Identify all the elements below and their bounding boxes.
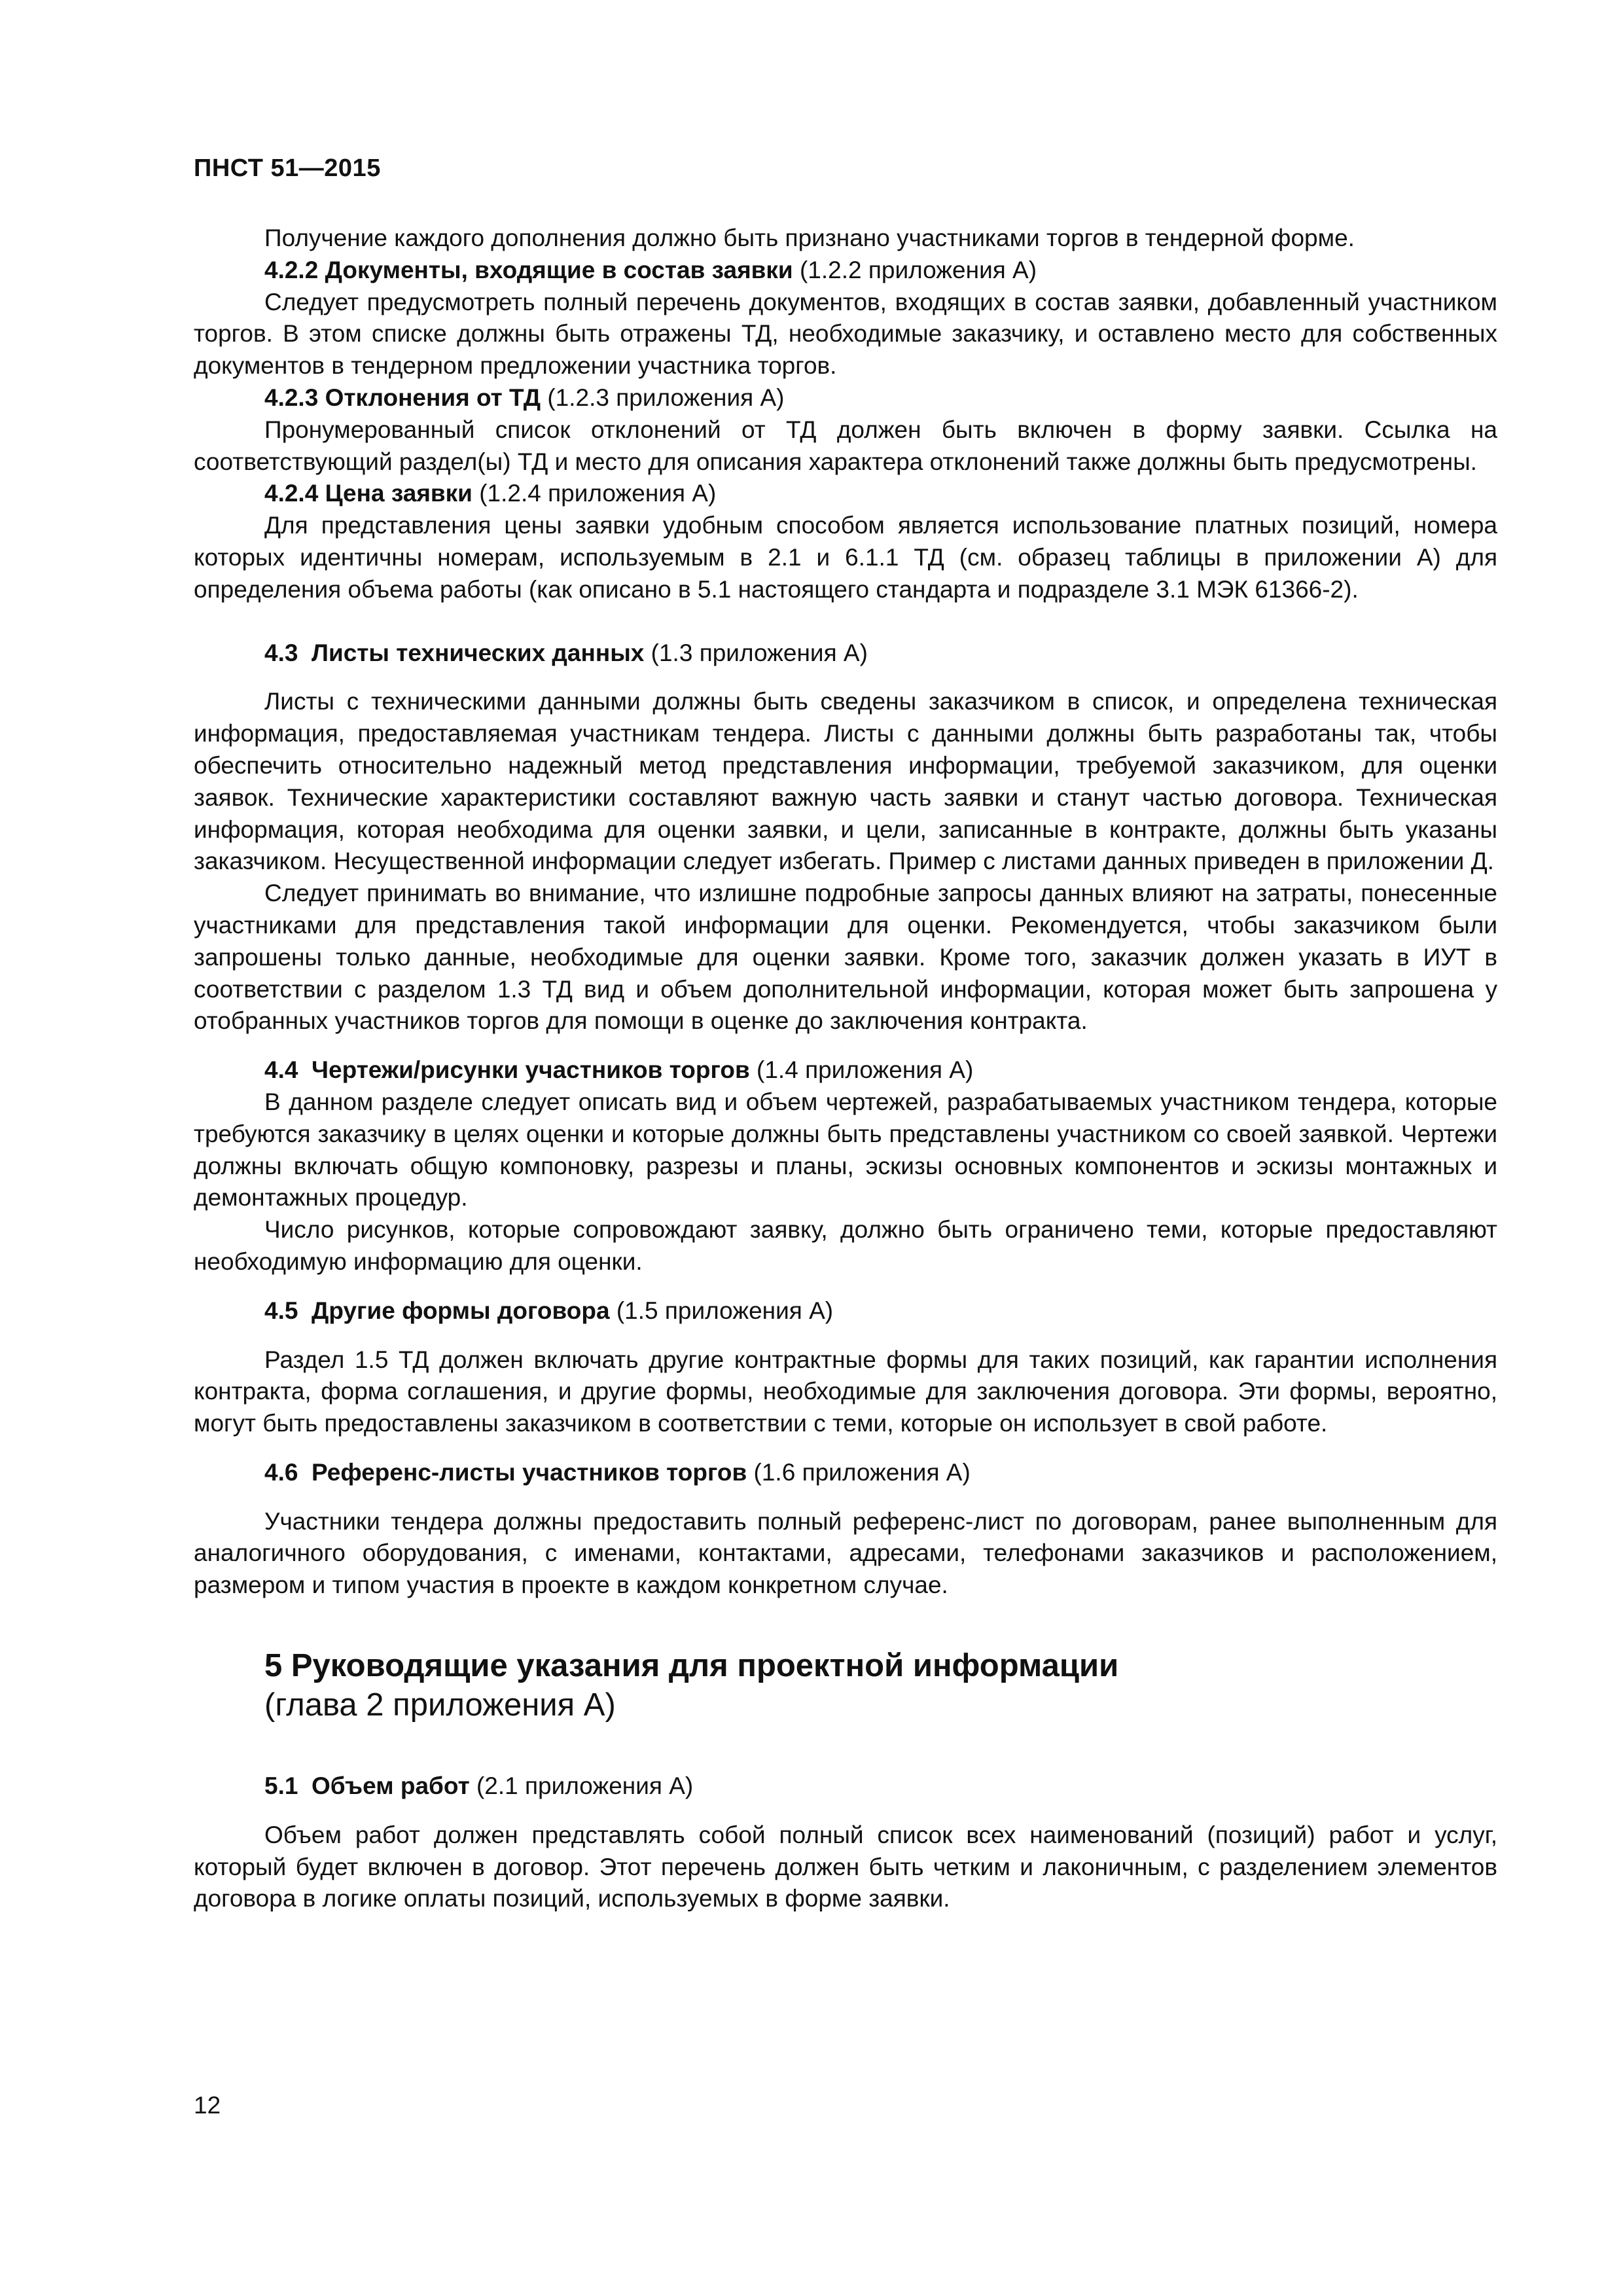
- section-reference: (1.2.3 приложения А): [547, 384, 785, 411]
- section-reference: (1.2.2 приложения А): [799, 256, 1037, 283]
- section-number: 4.6: [264, 1458, 298, 1486]
- section-4-5-text: Раздел 1.5 ТД должен включать другие контрактные формы для таких позиций, как гарантии исполнения контракта, форма соглашения, и другие формы, необходимые для заключения договора. Эти формы, вероятно, могут быть предоставлены заказчиком в соответствии с теми, которые он использует в свой работе.: [194, 1346, 1497, 1437]
- section-reference: (1.3 приложения А): [651, 639, 868, 666]
- section-title: Документы, входящие в состав заявки: [325, 256, 793, 283]
- section-number: 5.1: [264, 1772, 298, 1800]
- section-reference: (1.4 приложения А): [757, 1056, 974, 1084]
- chapter-subtitle: (глава 2 приложения А): [264, 1687, 616, 1723]
- section-4-2-4-text: Для представления цены заявки удобным способом является использование платных позиций, номера которых идентичны номерам, используемым в 2.1 и 6.1.1 ТД (см. образец таблицы в приложении А) для определения объема работы (как описано в 5.1 настоящего стандарта и подразделе 3.1 МЭК 61366-2).: [194, 512, 1497, 603]
- section-4-6-text: Участники тендера должны предоставить полный референс-лист по договорам, ранее выполненным для аналогичного оборудования, с именами, контактами, адресами, телефонами заказчиков и расположением, размером и типом участия в проекте в каждом конкретном случае.: [194, 1507, 1497, 1599]
- paragraph-addenda: Получение каждого дополнения должно быть признано участниками торгов в тендерной форме.: [264, 224, 1355, 251]
- section-title: Листы технических данных: [312, 639, 645, 666]
- section-number: 4.2.3: [264, 384, 319, 411]
- section-number: 4.3: [264, 639, 298, 666]
- chapter-5-heading: [264, 1646, 1497, 1725]
- section-title: Объем работ: [312, 1772, 470, 1800]
- section-5-1-text: Объем работ должен представлять собой полный список всех наименований (позиций) работ и услуг, который будет включен в договор. Этот перечень должен быть четким и лаконичным, с разделением элементов договора в логике оплаты позиций, используемых в форме заявки.: [194, 1821, 1497, 1912]
- section-4-4-heading: [194, 1054, 1497, 1086]
- section-title: Другие формы договора: [312, 1297, 610, 1324]
- section-title: Референс-листы участников торгов: [312, 1458, 747, 1486]
- section-title: Цена заявки: [325, 480, 473, 507]
- section-4-5-heading: [194, 1295, 1497, 1327]
- page-content: [194, 223, 1497, 1915]
- section-4-2-3-text: Пронумерованный список отклонений от ТД должен быть включен в форму заявки. Ссылка на соответствующий раздел(ы) ТД и место для описания характера отклонений также должны быть предусмотрены.: [194, 416, 1497, 475]
- section-4-3-text-2: Следует принимать во внимание, что излишне подробные запросы данных влияют на затраты, понесенные участниками для представления такой информации для оценки. Рекомендуется, чтобы заказчиком были запрошены только данные, необходимые для оценки заявки. Кроме того, заказчик должен указать в ИУТ в соответствии с разделом 1.3 ТД вид и объем дополнительной информации, которая может быть запрошена у отобранных участников торгов для помощи в оценке до заключения контракта.: [194, 880, 1497, 1035]
- section-4-4-text-2: Число рисунков, которые сопровождают заявку, должно быть ограничено теми, которые предоставляют необходимую информацию для оценки.: [194, 1216, 1497, 1275]
- section-number: 4.4: [264, 1056, 298, 1084]
- section-4-2-3-heading: [194, 382, 1497, 414]
- section-reference: (1.5 приложения А): [616, 1297, 834, 1324]
- section-4-2-4-heading: [194, 478, 1497, 510]
- section-reference: (2.1 приложения А): [476, 1772, 694, 1800]
- chapter-title: 5 Руководящие указания для проектной информации: [264, 1648, 1119, 1684]
- section-number: 4.5: [264, 1297, 298, 1324]
- section-number: 4.2.2: [264, 256, 319, 283]
- section-reference: (1.6 приложения А): [753, 1458, 971, 1486]
- section-number: 4.2.4: [264, 480, 319, 507]
- section-4-3-heading: [194, 637, 1497, 670]
- section-4-6-heading: [194, 1457, 1497, 1489]
- section-4-4-text-1: В данном разделе следует описать вид и объем чертежей, разрабатываемых участником тендера, которые требуются заказчику в целях оценки и которые должны быть представлены участником со своей заявкой. Чертежи должны включать общую компоновку, разрезы и планы, эскизы основных компонентов и эскизы монтажных и демонтажных процедур.: [194, 1088, 1497, 1211]
- section-title: Отклонения от ТД: [325, 384, 541, 411]
- page-number: 12: [194, 2092, 221, 2119]
- section-4-2-2-heading: [194, 255, 1497, 287]
- section-reference: (1.2.4 приложения А): [479, 480, 717, 507]
- section-4-3-text-1: Листы с техническими данными должны быть сведены заказчиком в список, и определена техническая информация, предоставляемая участникам тендера. Листы с данными должны быть разработаны так, чтобы обеспечить относительно надежный метод представления информации, требуемой заказчиком, для оценки заявок. Технические характеристики составляют важную часть заявки и станут частью договора. Техническая информация, которая необходима для оценки заявки, и цели, записанные в контракте, должны быть указаны заказчиком. Несущественной информации следует избегать. Пример с листами данных приведен в приложении Д.: [194, 688, 1497, 875]
- section-4-2-2-text: Следует предусмотреть полный перечень документов, входящих в состав заявки, добавленный участником торгов. В этом списке должны быть отражены ТД, необходимые заказчику, и оставлено место для собственных документов в тендерном предложении участника торгов.: [194, 288, 1497, 380]
- section-title: Чертежи/рисунки участников торгов: [312, 1056, 750, 1084]
- section-5-1-heading: [194, 1770, 1497, 1803]
- document-header: ПНСТ 51—2015: [194, 154, 381, 182]
